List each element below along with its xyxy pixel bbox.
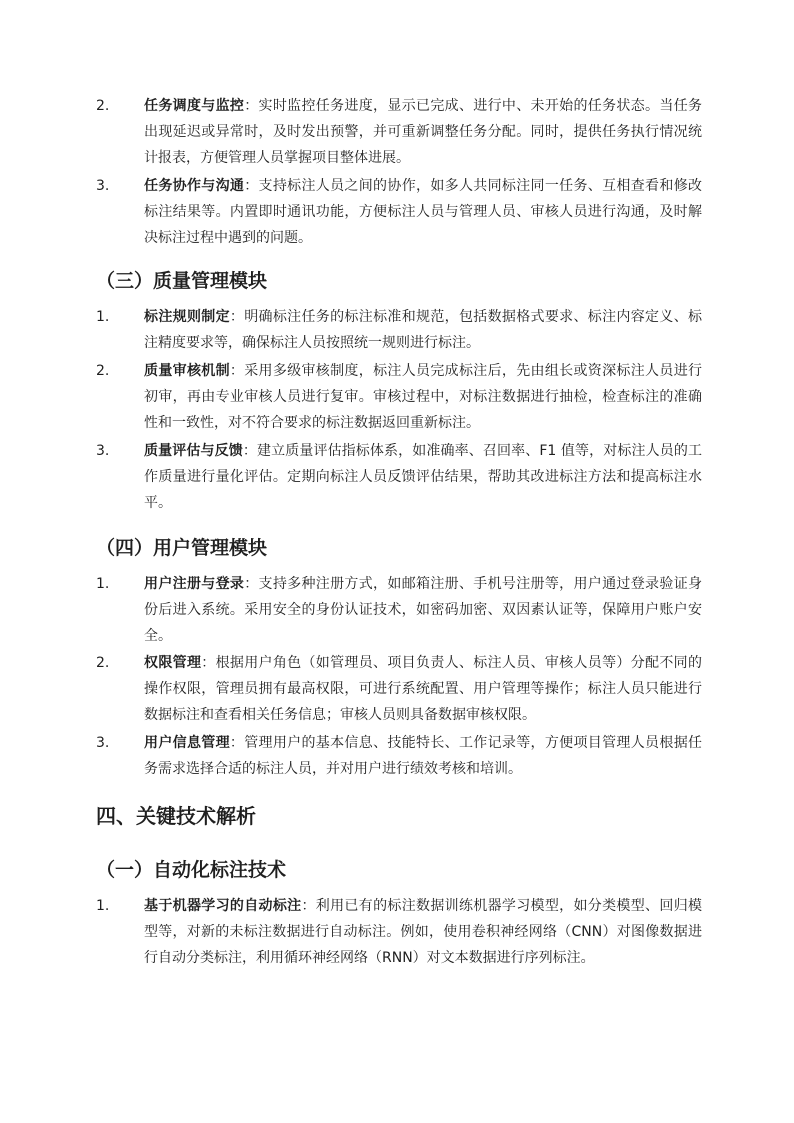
item-title: 标注规则制定 [144, 309, 230, 325]
item-text [144, 893, 702, 971]
item-title: 任务协作与沟通 [144, 178, 245, 194]
item-text [144, 173, 702, 251]
list-item [96, 438, 706, 516]
item-body: ：明确标注任务的标注标准和规范，包括数据格式要求、标注内容定义、标注精度要求等，确保标注人员按照统一规则进行标注。 [144, 309, 703, 351]
item-body: ：支持多种注册方式，如邮箱注册、手机号注册等，用户通过登录验证身份后进入系统。采用安全的身份认证技术，如密码加密、双因素认证等，保障用户账户安全。 [144, 576, 703, 644]
item-body: ：利用已有的标注数据训练机器学习模型，如分类模型、回归模型等，对新的未标注数据进行自动标注。例如，使用卷积神经网络（CNN）对图像数据进行自动分类标注，利用循环神经网络（RNN）对文本数据进行序列标注。 [144, 898, 703, 966]
list-item [96, 358, 706, 436]
item-text [144, 438, 702, 516]
item-number: 1. [96, 576, 110, 592]
list-item [96, 893, 706, 971]
item-text [144, 571, 702, 649]
list-item [96, 93, 706, 171]
item-body: ：支持标注人员之间的协作，如多人共同标注同一任务、互相查看和修改标注结果等。内置即时通讯功能，方便标注人员与管理人员、审核人员进行沟通，及时解决标注过程中遇到的问题。 [144, 178, 703, 246]
item-title: 用户注册与登录 [144, 576, 245, 592]
item-body: ：根据用户角色（如管理员、项目负责人、标注人员、审核人员等）分配不同的操作权限，管理员拥有最高权限，可进行系统配置、用户管理等操作；标注人员只能进行数据标注和查看相关任务信息；审核人员则具备数据审核权限。 [144, 655, 703, 723]
list-item [96, 730, 706, 782]
list-item [96, 650, 706, 728]
item-number: 2. [96, 655, 110, 671]
list-item [96, 304, 706, 356]
item-number: 3. [96, 178, 110, 194]
item-body: ：采用多级审核制度，标注人员完成标注后，先由组长或资深标注人员进行初审，再由专业审核人员进行复审。审核过程中，对标注数据进行抽检，检查标注的准确性和一致性，对不符合要求的标注数据返回重新标注。 [144, 363, 703, 431]
subsection-heading: （三）质量管理模块 [96, 270, 268, 292]
item-text [144, 730, 702, 782]
item-text [144, 358, 702, 436]
item-title: 质量审核机制 [144, 363, 230, 379]
list-item [96, 173, 706, 251]
item-text [144, 304, 702, 356]
item-number: 3. [96, 443, 110, 459]
item-body: ：实时监控任务进度，显示已完成、进行中、未开始的任务状态。当任务出现延迟或异常时，及时发出预警，并可重新调整任务分配。同时，提供任务执行情况统计报表，方便管理人员掌握项目整体进展。 [144, 98, 703, 166]
item-title: 基于机器学习的自动标注 [144, 898, 302, 914]
item-title: 质量评估与反馈 [144, 443, 243, 459]
item-text [144, 93, 702, 171]
item-number: 3. [96, 735, 110, 751]
subsection-heading: （四）用户管理模块 [96, 537, 268, 559]
item-title: 任务调度与监控 [144, 98, 245, 114]
item-body: ：管理用户的基本信息、技能特长、工作记录等，方便项目管理人员根据任务需求选择合适的标注人员，并对用户进行绩效考核和培训。 [144, 735, 703, 777]
item-number: 1. [96, 898, 110, 914]
item-number: 1. [96, 309, 110, 325]
item-number: 2. [96, 363, 110, 379]
list-item [96, 571, 706, 649]
section-heading: 四、关键技术解析 [96, 804, 256, 828]
item-number: 2. [96, 98, 110, 114]
item-title: 用户信息管理 [144, 735, 230, 751]
item-title: 权限管理 [144, 655, 202, 671]
item-text [144, 650, 702, 728]
item-body: ：建立质量评估指标体系，如准确率、召回率、F1 值等，对标注人员的工作质量进行量化评估。定期向标注人员反馈评估结果，帮助其改进标注方法和提高标注水平。 [144, 443, 702, 511]
subsection-heading: （一）自动化标注技术 [96, 859, 287, 881]
